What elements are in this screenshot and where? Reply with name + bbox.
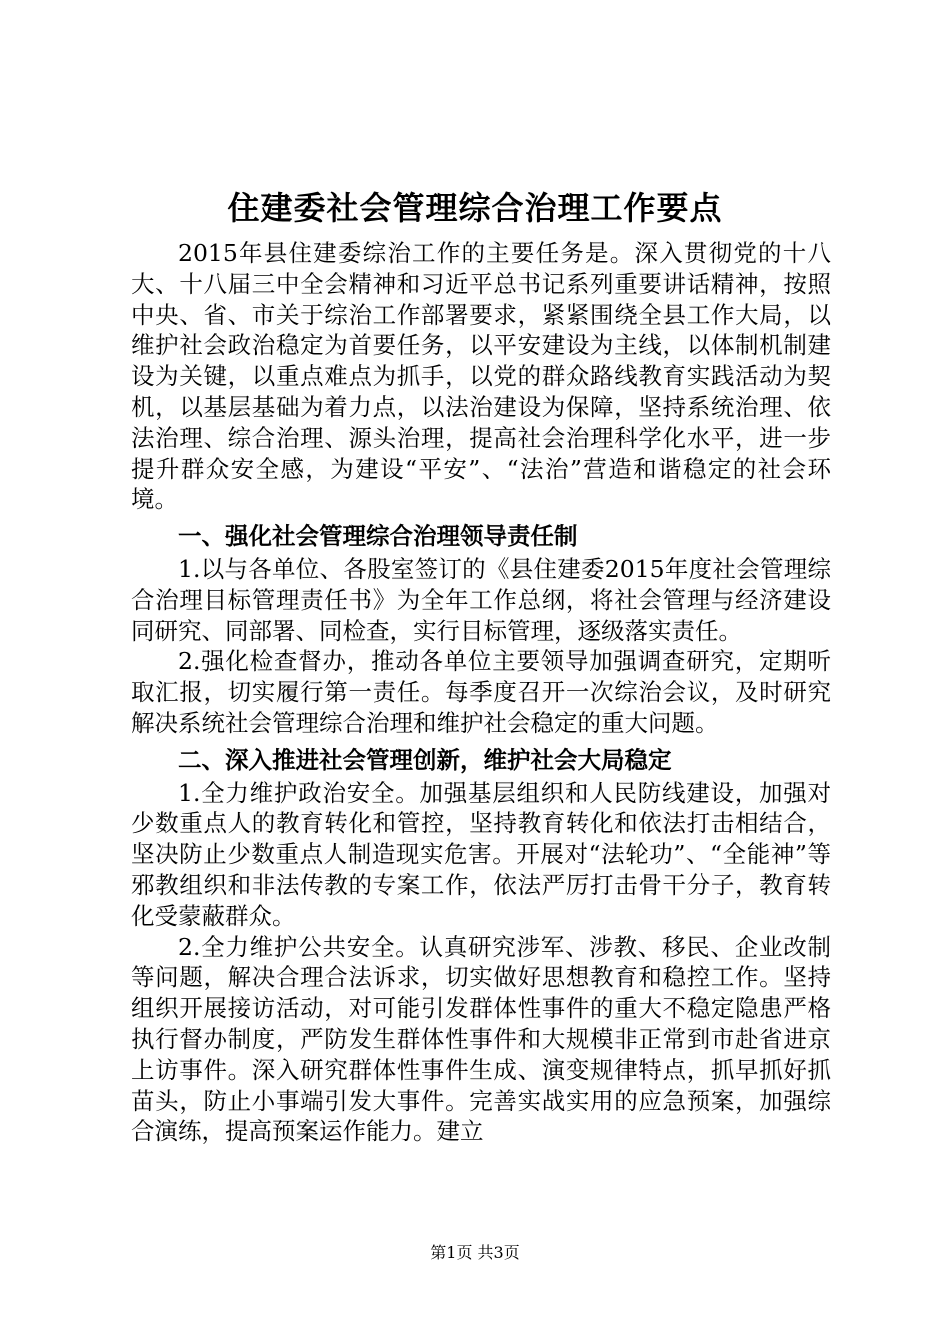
paragraph-1-1: 1.以与各单位、各股室签订的《县住建委2015年度社会管理综合治理目标管理责任书》为全年工作总纲，将社会管理与经济建设同研究、同部署、同检查，实行目标管理，逐级落实责任。 [131, 554, 831, 645]
paragraph-2-2: 2.全力维护公共安全。认真研究涉军、涉教、移民、企业改制等问题，解决合理合法诉求，切实做好思想教育和稳控工作。坚持组织开展接访活动，对可能引发群体性事件的重大不稳定隐患严格执行督办制度，严防发生群体性事件和大规模非正常到市赴省进京上访事件。深入研究群体性事件生成、演变规律特点，抓早抓好抓苗头，防止小事端引发大事件。完善实战实用的应急预案，加强综合演练，提高预案运作能力。建立 [131, 932, 831, 1146]
paragraph-2-1: 1.全力维护政治安全。加强基层组织和人民防线建设，加强对少数重点人的教育转化和管控，坚持教育转化和依法打击相结合，坚决防止少数重点人制造现实危害。开展对“法轮功”、“全能神”等邪教组织和非法传教的专案工作，依法严厉打击骨干分子，教育转化受蒙蔽群众。 [131, 778, 831, 930]
paragraph-intro: 2015年县住建委综治工作的主要任务是。深入贯彻党的十八大、十八届三中全会精神和习近平总书记系列重要讲话精神，按照中央、省、市关于综治工作部署要求，紧紧围绕全县工作大局，以维护社会政治稳定为首要任务，以平安建设为主线，以体制机制建设为关键，以重点难点为抓手，以党的群众路线教育实践活动为契机，以基层基础为着力点，以法治建设为保障，坚持系统治理、依法治理、综合治理、源头治理，提高社会治理科学化水平，进一步提升群众安全感，为建设“平安”、“法治”营造和谐稳定的社会环境。 [131, 239, 831, 514]
document-body [131, 238, 831, 1147]
section-heading-2: 二、深入推进社会管理创新，维护社会大局稳定 [178, 745, 672, 774]
page-footer: 第1页 共3页 [430, 1243, 520, 1262]
document-title: 住建委社会管理综合治理工作要点 [227, 189, 723, 227]
paragraph-1-2: 2.强化检查督办，推动各单位主要领导加强调查研究，定期听取汇报，切实履行第一责任。每季度召开一次综治会议，及时研究解决系统社会管理综合治理和维护社会稳定的重大问题。 [131, 647, 831, 737]
section-heading-1: 一、强化社会管理综合治理领导责任制 [178, 522, 578, 551]
